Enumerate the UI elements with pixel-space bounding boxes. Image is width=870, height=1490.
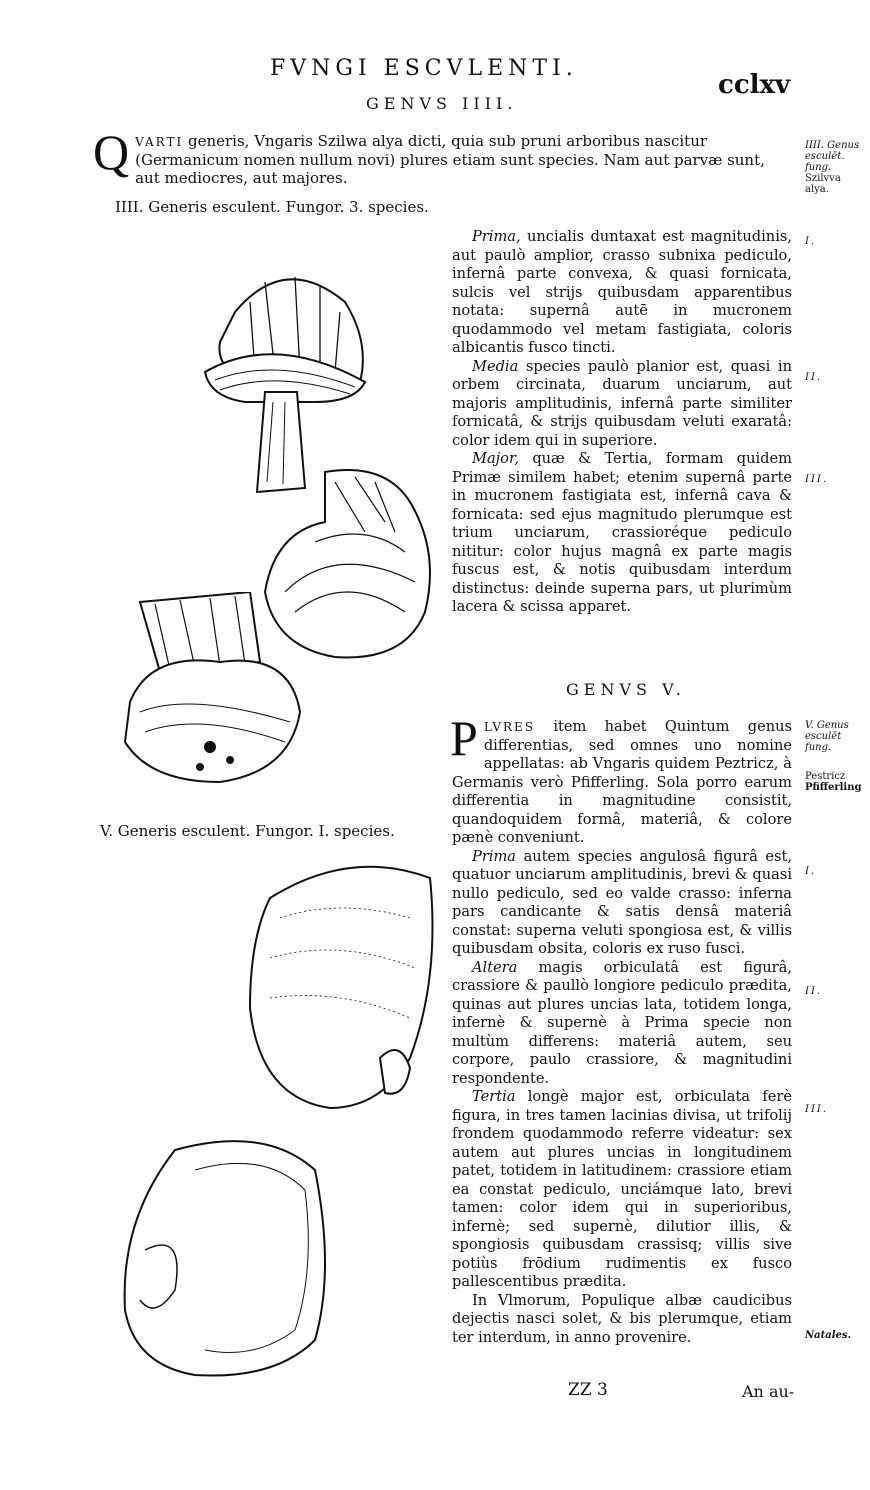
margin-numeral: I. [805, 866, 817, 877]
species-text: quæ & Tertia, formam quidem Primæ similem habet; etenim supernâ parte in mucronem fastigiata est, infernâ cava & fornicata: sed ejus magnitudo plerumque est trium unciarum, crassioréque pediculo nititur: color hujus magnâ ex parte magis fuscus est, & notis quibusdam interdum distinctus: deinde superna pars, ut plurimùm lacera & scissa apparet. [452, 450, 792, 615]
genus-5-heading: GENVS V. [566, 680, 686, 699]
mushroom-illustration-4 [240, 858, 440, 1118]
species-text: species paulò planior est, quasi in orbem circinata, duarum unciarum, aut majoris amplitudinis, infernâ parte similiter fornicatâ, & strijs quibusdam veluti exaratâ: color idem qui in superiore. [452, 357, 792, 449]
figure-caption-genus-4: IIII. Generis esculent. Fungor. 3. species. [115, 198, 429, 216]
genus-4-column [452, 228, 792, 617]
drop-cap-q: Q [93, 124, 130, 180]
species-text: uncialis duntaxat est magnitudinis, aut paulò amplior, crasso subnixa pediculo, infernâ parte convexa, & quasi fornicata, sulcis vel strijs quibusdam apparentibus notata: supernâ autē in mucronem quodammodo vel metam fastigiata, coloris albicantis fusco tincti. [452, 228, 792, 356]
species-lead: Major, [472, 450, 519, 467]
margin-line: esculēt. fung. [805, 151, 845, 173]
species-paragraph [452, 1088, 792, 1292]
species-lead: Tertia [472, 1088, 516, 1105]
margin-numeral: III. [805, 474, 829, 485]
margin-line: esculēt fung. [805, 731, 842, 753]
species-lead: Prima [472, 847, 517, 865]
species-paragraph [452, 848, 792, 959]
margin-note-natales: Natales. [805, 1330, 851, 1341]
species-lead: Prima, [472, 228, 521, 245]
margin-numeral: II. [805, 372, 823, 383]
species-lead: Altera [472, 958, 518, 976]
genus-5-intro [450, 710, 792, 848]
margin-line: Pfifferling [805, 782, 862, 793]
catchword: An au- [742, 1382, 795, 1401]
species-paragraph [452, 228, 792, 358]
species-paragraph [452, 358, 792, 451]
intro-text: item habet Quintum genus differentias, sed omnes uno nomine appellatas: ab Vngaris quidem Peztricz, à Germanis verò Pfifferling. Sola porro earum differentia in magnitudine consistit, quandoquidem formâ, materiâ, & colore pænè conveniunt. [452, 718, 792, 846]
intro-smallcaps: VARTI [135, 135, 184, 149]
species-paragraph [452, 1292, 792, 1348]
margin-note-genus-5 [805, 720, 870, 793]
genus-5-column [450, 710, 792, 1347]
margin-numeral: I. [805, 236, 817, 247]
species-text: longè major est, orbiculata ferè figura, in tres tamen lacinias divisa, ut trifolij frondem quodammodo referre videatur: sex autem aut plures uncias in longitudinem patet, totidem in latitudinem: crassiore etiam ea constat pediculo, unciámque lato, brevi tamen: color idem qui in superioribus, infernè; sed supernè, dilutior illis, & spongiosis quibusdam crassisq; villis sive potiùs frōdium rudimentis ex fusco pallescentibus prædita. [452, 1088, 792, 1290]
margin-line: Pestricz [805, 771, 846, 782]
drop-cap-p: P [450, 710, 478, 766]
margin-line: alya. [805, 184, 829, 195]
genus-4-heading: GENVS IIII. [366, 94, 518, 113]
margin-numeral: II. [805, 986, 823, 997]
margin-note-genus-4 [805, 140, 870, 195]
species-text: In Vlmorum, Populique albæ caudicibus dejectis nasci solet, & bis plerumque, etiam ter interdum, in anno provenire. [452, 1291, 792, 1346]
margin-line: V. Genus [805, 720, 849, 731]
mushroom-illustration-3 [110, 592, 310, 792]
signature-mark: ZZ 3 [568, 1380, 608, 1400]
mushroom-illustration-5 [115, 1130, 340, 1385]
species-paragraph [452, 959, 792, 1089]
margin-line: IIII. Genus [805, 140, 860, 151]
species-text: autem species angulosâ figurâ est, quatuor unciarum amplitudinis, brevi & quasi nullo pediculo, sed eo valde crasso: inferna pars candicante & satis densâ materiâ constat: superna veluti spongiosa est, & villis quibusdam obsita, coloris ex ruso fusci. [452, 847, 792, 957]
margin-numeral: III. [805, 1104, 829, 1115]
folio-number: cclxv [718, 70, 791, 100]
intro-text: generis, Vngaris Szilwa alya dicti, quia sub pruni arboribus nascitur (Germanicum nomen nullum novi) plures etiam sunt species. Nam aut parvæ sunt, aut mediocres, aut majores. [135, 132, 765, 187]
species-lead: Media [472, 357, 519, 375]
figure-caption-genus-5: V. Generis esculent. Fungor. I. species. [100, 822, 395, 840]
running-title: FVNGI ESCVLENTI. [270, 56, 578, 81]
genus-4-intro [93, 124, 790, 187]
margin-line: Szilvva [805, 173, 841, 184]
intro-smallcaps: LVRES [483, 720, 536, 734]
species-text: magis orbiculatâ est figurâ, crassiore & paullò longiore pediculo prædita, quinas aut plures uncias lata, totidem longa, infernè & supernè à Prima specie non multùm differens: materiâ autem, seu corpore, paulo crassiore, & magnitudini respondente. [452, 958, 792, 1087]
species-paragraph [452, 450, 792, 617]
